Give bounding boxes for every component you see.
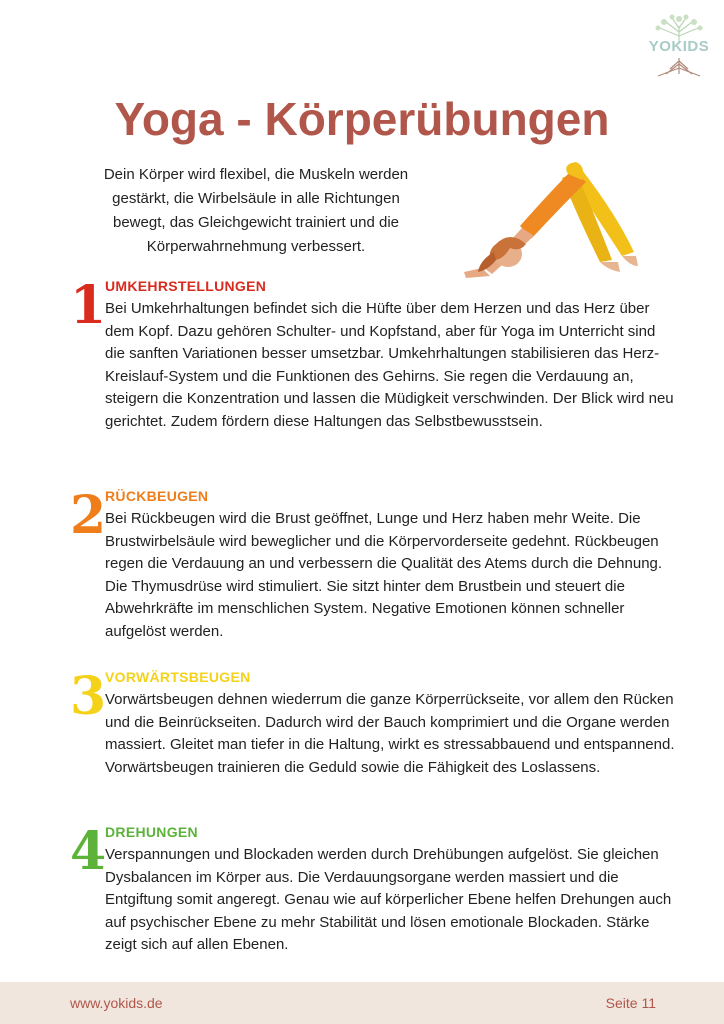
- page-number: Seite 11: [605, 995, 656, 1011]
- section-text: Bei Umkehrhaltungen befindet sich die Hüfte über dem Herzen und das Herz über dem Kopf. Dazu gehören Schulter- und Kopfstand, aber für Yoga im Unterricht sind die sanften Variationen besser umsetzbar. Umkehrhaltungen stabilisieren das Herz-Kreislauf-System und die Funktionen des Gehirns. Sie regen die Verdauung an, steigern die Konzentration und lassen die Müdigkeit verschwinden. Der Blick wird neu gerichtet. Zudem fördern diese Haltungen das Selbstbewusstsein.: [105, 300, 674, 430]
- section-text: Bei Rückbeugen wird die Brust geöffnet, Lunge und Herz haben mehr Weite. Die Brustwirbelsäule wird beweglicher und die Körpervorderseite gedehnt. Rückbeugen regen die Verdauung an und verbessern die Qualität des Atems durch die Dehnung. Die Thymusdrüse wird stimuliert. Sie sitzt hinter dem Brustbein und steuert die Abwehrkräfte im menschlichen System. Negative Emotionen können schneller aufgelöst werden.: [105, 510, 663, 640]
- section-number: 4: [70, 821, 107, 882]
- page-title: Yoga - Körperübungen: [114, 93, 610, 145]
- section-title: DREHUNGEN: [105, 824, 198, 840]
- logo-text: YOKIDS: [648, 38, 710, 55]
- section-number: 1: [70, 275, 107, 336]
- intro-text: Dein Körper wird flexibel, die Muskeln werden gestärkt, die Wirbelsäule in alle Richtungen bewegt, das Gleichgewicht trainiert und die Körperwahrnehmung verbessert.: [103, 166, 409, 255]
- section-text: Verspannungen und Blockaden werden durch Drehübungen aufgelöst. Sie gleichen Dysbalancen im Körper aus. Die Verdauungsorgane werden massiert und die Entgiftung somit angeregt. Genau wie auf körperlicher Ebene helfen Drehungen auch auf psychischer Ebene zu mehr Stabilität und lösen emotionale Blockaden. Stärke zeigt sich auf allen Ebenen.: [105, 846, 672, 954]
- section-text: Vorwärtsbeugen dehnen wiederrum die ganze Körperrückseite, vor allem den Rücken und die Beinrückseiten. Dadurch wird der Bauch komprimiert und die Organe werden massiert. Gleitet man tiefer in die Haltung, wirkt es stressabbauend und entspannend. Vorwärtsbeugen trainieren die Geduld sowie die Fähigkeit des Loslassens.: [105, 691, 675, 776]
- yokids-logo: [644, 14, 714, 80]
- section-title: UMKEHRSTELLUNGEN: [105, 278, 267, 294]
- downward-dog-figure-icon: [450, 152, 640, 280]
- section-number: 2: [70, 485, 107, 546]
- footer: [0, 982, 724, 1024]
- section-title: RÜCKBEUGEN: [105, 488, 209, 504]
- section-number: 3: [70, 666, 107, 727]
- section-title: VORWÄRTSBEUGEN: [105, 669, 251, 685]
- website-link[interactable]: www.yokids.de: [70, 995, 163, 1011]
